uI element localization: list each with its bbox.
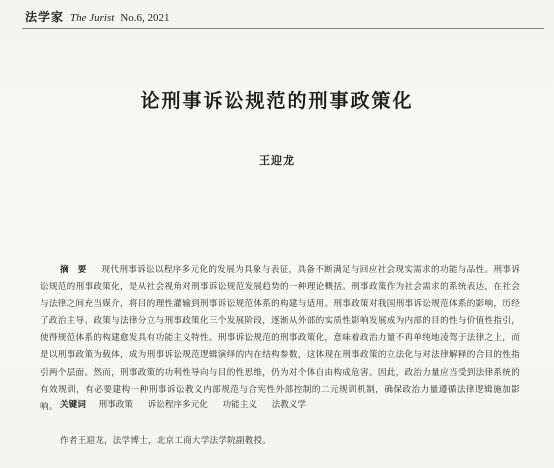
running-header <box>25 8 170 26</box>
abstract-text: 现代刑事诉讼以程序多元化的发展为具象与表征，具备不断满足与回应社会现实需求的功能与品性。刑事诉讼规范的刑事政策化，是从社会视角对刑事诉讼规范发展趋势的一种理论概括。刑事政策作为社会需求的系统表达，在社会与法律之间充当媒介，将目的理性灌输到刑事诉讼规范体系的构建与适用。刑事政策对我国刑事诉讼规范体系的影响，历经了政治主导、政策与法律分立与刑事政策化三个发展阶段，逐渐从外部的实质性影响发展成为内部的目的性与价值性指引，使得规范体系的构建愈发具有功能主义特性。刑事诉讼规范的刑事政策化，意味着政治力量不再单纯地凌驾于法律之上，而是以刑事政策为载体，成为刑事诉讼规范逻辑演绎的内在结构参数，这体现在刑事政策的立法化与对法律解释的合目的性指引两个层面。然而，刑事政策的功利性导向与目的性思维，仍为对个体自由构成危害。因此，政治力量应当受到法律系统的有效规训，有必要建构一种刑事诉讼教义内部规范与合宪性外部控制的二元规训机制，确保政治力量遵循法律逻辑施加影响。 <box>40 265 521 412</box>
abstract-label: 摘 要 <box>60 265 90 275</box>
abstract <box>40 262 520 416</box>
journal-name-en: The Jurist <box>70 12 115 24</box>
article-title: 论刑事诉讼规范的刑事政策化 <box>140 90 414 112</box>
journal-name-cn: 法学家 <box>25 10 65 24</box>
issue-number: No.6, 2021 <box>120 12 170 24</box>
keywords-line <box>60 398 318 410</box>
keyword-item: 功能主义 <box>222 400 257 410</box>
keywords-label: 关键词 <box>60 400 86 410</box>
abstract-paragraph <box>40 262 520 416</box>
author-name: 王迎龙 <box>259 154 295 167</box>
keyword-item: 刑事政策 <box>98 400 133 410</box>
header-divider <box>22 28 544 29</box>
keyword-item: 法教义学 <box>271 400 307 410</box>
author-bio-note: 作者王迎龙，法学博士，北京工商大学法学院副教授。 <box>60 436 272 446</box>
keyword-item: 诉讼程序多元化 <box>147 400 208 410</box>
